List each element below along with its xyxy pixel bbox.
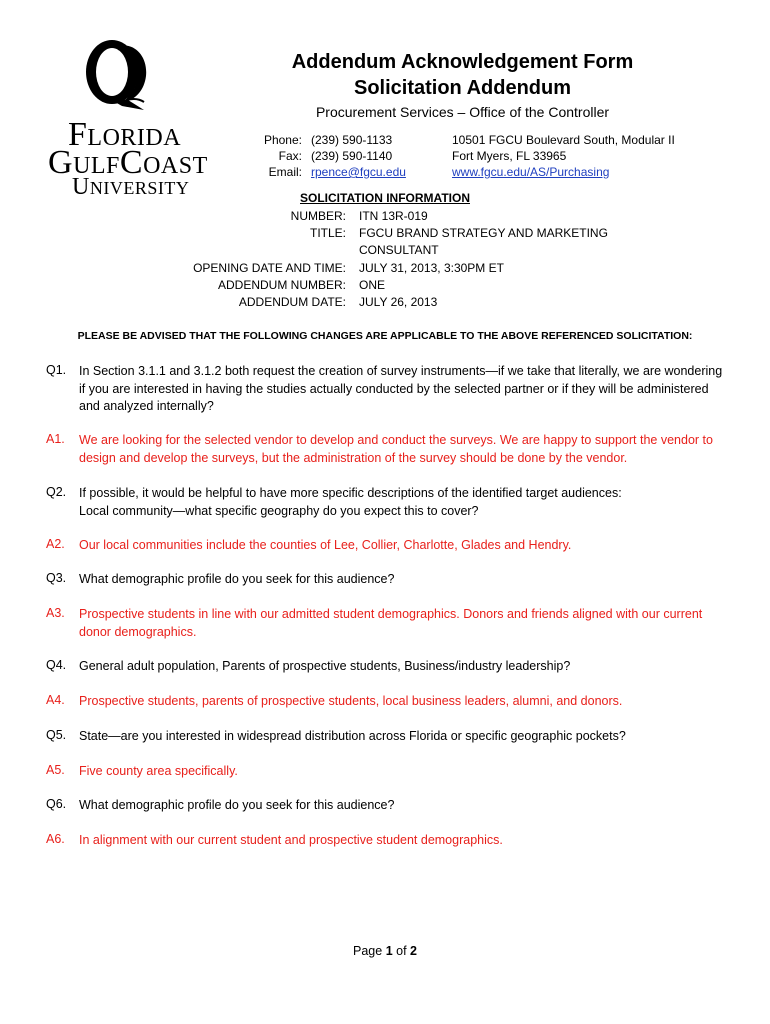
fax-value: (239) 590-1140 — [311, 149, 393, 163]
q6-text: What demographic profile do you seek for this audience? — [79, 798, 395, 812]
opening-value: JULY 31, 2013, 3:30PM ET — [359, 261, 504, 275]
solicitation-heading: SOLICITATION INFORMATION — [300, 191, 470, 205]
a5-number: A5. — [46, 763, 65, 777]
a1-number: A1. — [46, 432, 65, 446]
department-line: Procurement Services – Office of the Controller — [315, 104, 610, 120]
a5-text: Five county area specifically. — [79, 764, 238, 778]
fgcu-logo — [40, 36, 208, 200]
page-total: 2 — [410, 944, 417, 958]
title-value: FGCU BRAND STRATEGY AND MARKETING CONSULTANT — [359, 226, 608, 257]
of-word: of — [396, 944, 407, 958]
q1-number: Q1. — [46, 363, 67, 377]
phone-value: (239) 590-1133 — [311, 133, 393, 147]
logo-word-university: UNIVERSITY — [72, 174, 190, 200]
fax-label: Fax: — [278, 149, 302, 163]
addendum-date-value: JULY 26, 2013 — [359, 295, 438, 309]
a4-number: A4. — [46, 693, 65, 707]
q4-text: General adult population, Parents of prospective students, Business/industry leadership? — [79, 659, 571, 673]
q2-text-line-1: If possible, it would be helpful to have more specific descriptions of the identified target audiences: — [79, 486, 622, 500]
q5-number: Q5. — [46, 728, 67, 742]
email-label: Email: — [268, 165, 302, 179]
phone-label: Phone: — [263, 133, 302, 147]
q2-number: Q2. — [46, 485, 67, 499]
q2-text — [79, 485, 729, 520]
q2-text-line-2: Local community—what specific geography do you expect this to cover? — [79, 503, 479, 518]
q5-text: State—are you interested in widespread distribution across Florida or specific geographic pockets? — [79, 729, 626, 743]
form-title: Addendum Acknowledgement Form — [291, 51, 634, 73]
q4-number: Q4. — [46, 658, 67, 672]
eagle-logo-icon — [78, 36, 158, 116]
a6-text: In alignment with our current student and prospective student demographics. — [79, 833, 503, 847]
opening-label: OPENING DATE AND TIME: — [193, 261, 346, 275]
page-footer — [0, 944, 770, 958]
email-link[interactable]: rpence@fgcu.edu — [311, 165, 406, 179]
number-value: ITN 13R-019 — [359, 209, 428, 223]
q1-text: In Section 3.1.1 and 3.1.2 both request the creation of survey instruments—if we take that literally, we are wondering if you are interested in having the studies actually conducted by the selected partner or if they will be administered and analyzed internally? — [79, 364, 723, 413]
q3-number: Q3. — [46, 571, 67, 585]
addendum-number-value: ONE — [359, 278, 386, 292]
page-current: 1 — [385, 944, 393, 958]
logo-word-gulf-coast: GULFCOAST — [48, 144, 208, 181]
form-subtitle: Solicitation Addendum — [353, 77, 572, 99]
a4-text: Prospective students, parents of prospective students, local business leaders, alumni, and donors. — [79, 694, 623, 708]
q3-text: What demographic profile do you seek for this audience? — [79, 572, 395, 586]
a3-text: Prospective students in line with our admitted student demographics. Donors and friends aligned with our current donor demographics. — [79, 607, 703, 639]
address-line-2: Fort Myers, FL 33965 — [452, 149, 567, 163]
q6-number: Q6. — [46, 797, 67, 811]
a2-number: A2. — [46, 537, 65, 551]
a3-number: A3. — [46, 606, 65, 620]
a2-text: Our local communities include the counties of Lee, Collier, Charlotte, Glades and Hendry. — [79, 538, 572, 552]
number-label: NUMBER: — [290, 209, 346, 223]
addendum-date-label: ADDENDUM DATE: — [238, 295, 346, 309]
title-label: TITLE: — [309, 226, 346, 240]
website-link[interactable]: www.fgcu.edu/AS/Purchasing — [452, 165, 610, 179]
notice-line: PLEASE BE ADVISED THAT THE FOLLOWING CHANGES ARE APPLICABLE TO THE ABOVE REFERENCED SOLICITATION: — [77, 330, 693, 342]
address-line-1: 10501 FGCU Boulevard South, Modular II — [452, 133, 675, 147]
logo-word-florida: FLORIDA — [68, 116, 182, 153]
page-word: Page — [353, 944, 383, 958]
addendum-number-label: ADDENDUM NUMBER: — [217, 278, 346, 292]
a6-number: A6. — [46, 832, 65, 846]
a1-text: We are looking for the selected vendor to develop and conduct the surveys. We are happy to support the vendor to design and develop the surveys, but the administration of the survey should be done by the vendor. — [79, 433, 713, 465]
